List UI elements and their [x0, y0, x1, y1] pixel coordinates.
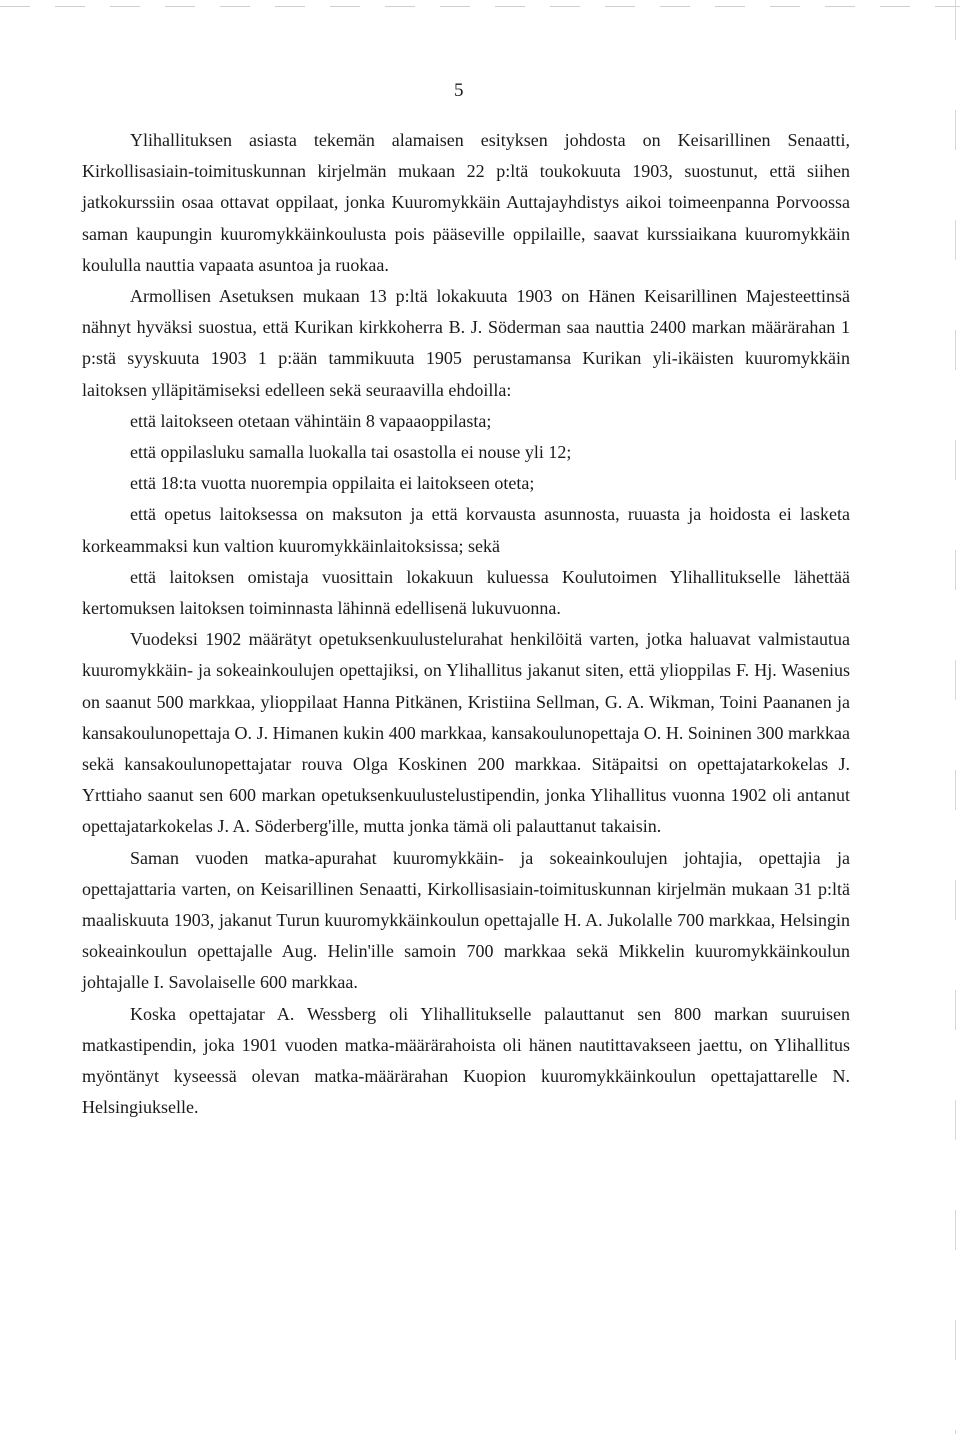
- condition-2: että oppilasluku samalla luokalla tai osastolla ei nouse yli 12;: [130, 442, 572, 463]
- paragraph-1: Ylihallituksen asiasta tekemän alamaisen esityksen johdosta on Keisarillinen Senaatti, Kirkollisasiain-toimituskunnan kirjelmän mukaan 22 p:ltä toukokuuta 1903, suostunut, että siihen jatkokurssiin osaa ottavat oppilaat, jonka Kuuromykkäin Auttajayhdistys aikoi toimeenpanna Porvoossa saman kaupungin kuuromykkäinkoulusta pois pääseville oppilaille, saavat kurssiaikana kuuromykkäin koululla nauttia vapaata asuntoa ja ruokaa.: [82, 130, 850, 275]
- paragraph-2: Armollisen Asetuksen mukaan 13 p:ltä lokakuuta 1903 on Hänen Keisarillinen Majesteettinsä nähnyt hyväksi suostua, että Kurikan kirkkoherra B. J. Söderman saa nauttia 2400 markan määrärahan 1 p:stä syyskuuta 1903 1 p:ään tammikuuta 1905 perustamansa Kurikan yli-ikäisten kuuromykkäin laitoksen ylläpitämiseksi edelleen sekä seuraavilla ehdoilla:: [82, 286, 850, 400]
- condition-4: että opetus laitoksessa on maksuton ja että korvausta asunnosta, ruuasta ja hoidosta ei lasketa korkeammaksi kun valtion kuuromykkäinlaitoksissa; sekä: [82, 504, 850, 556]
- scan-artifact-top: [0, 6, 960, 7]
- paragraph-4: Saman vuoden matka-apurahat kuuromykkäin- ja sokeainkoulujen johtajia, opettajia ja opettajattaria varten, on Keisarillinen Senaatti, Kirkollisasiain-toimituskunnan kirjelmän mukaan 31 p:ltä maaliskuuta 1903, jakanut Turun kuuromykkäinkoulun opettajalle H. A. Jukolalle 700 markkaa, Helsingin sokeainkoulun opettajalle Aug. Helin'ille samoin 700 markkaa sekä Mikkelin kuuromykkäinkoulun johtajalle I. Savolaiselle 600 markkaa.: [82, 847, 850, 993]
- condition-5: että laitoksen omistaja vuosittain lokakuun kuluessa Koulutoimen Ylihallitukselle lähettää kertomuksen laitoksen toiminnasta lähinnä edellisenä lukuvuonna.: [82, 566, 850, 619]
- paragraph-5: Koska opettajatar A. Wessberg oli Ylihallitukselle palauttanut sen 800 markan suuruisen matkastipendin, joka 1901 vuoden matka-määrärahoista oli hänen nautittavakseen jaettu, on Ylihallitus myöntänyt kyseessä olevan matka-määrärahan Kuopion kuuromykkäinkoulun opettajattarelle N. Helsingiukselle.: [82, 1003, 850, 1118]
- page-number: 5: [454, 80, 464, 101]
- condition-3: että 18:ta vuotta nuorempia oppilaita ei laitokseen oteta;: [130, 473, 535, 494]
- scan-artifact-edge: [955, 0, 956, 1434]
- condition-1: että laitokseen otetaan vähintäin 8 vapaaoppilasta;: [130, 410, 492, 431]
- page-body: [82, 125, 850, 1124]
- paragraph-3: Vuodeksi 1902 määrätyt opetuksenkuulustelurahat henkilöitä varten, jotka haluavat valmistautua kuuromykkäin- ja sokeainkoulujen opettajiksi, on Ylihallitus jakanut siten, että ylioppilas F. Hj. Wasenius on saanut 500 markkaa, ylioppilaat Hanna Pitkänen, Kristiina Sellman, G. A. Wikman, Toini Paananen ja kansakoulunopettaja O. J. Himanen kukin 400 markkaa, kansakoulunopettaja O. H. Soininen 300 markkaa sekä kansakoulunopettajatar rouva Olga Koskinen 200 markkaa. Sitäpaitsi on opettajatarkokelas J. Yrttiaho saanut sen 600 markan opetuksenkuulustelustipendin, jonka Ylihallitus vuonna 1902 oli antanut opettajatarkokelas J. A. Söderberg'ille, mutta jonka tämä oli palauttanut takaisin.: [82, 629, 850, 837]
